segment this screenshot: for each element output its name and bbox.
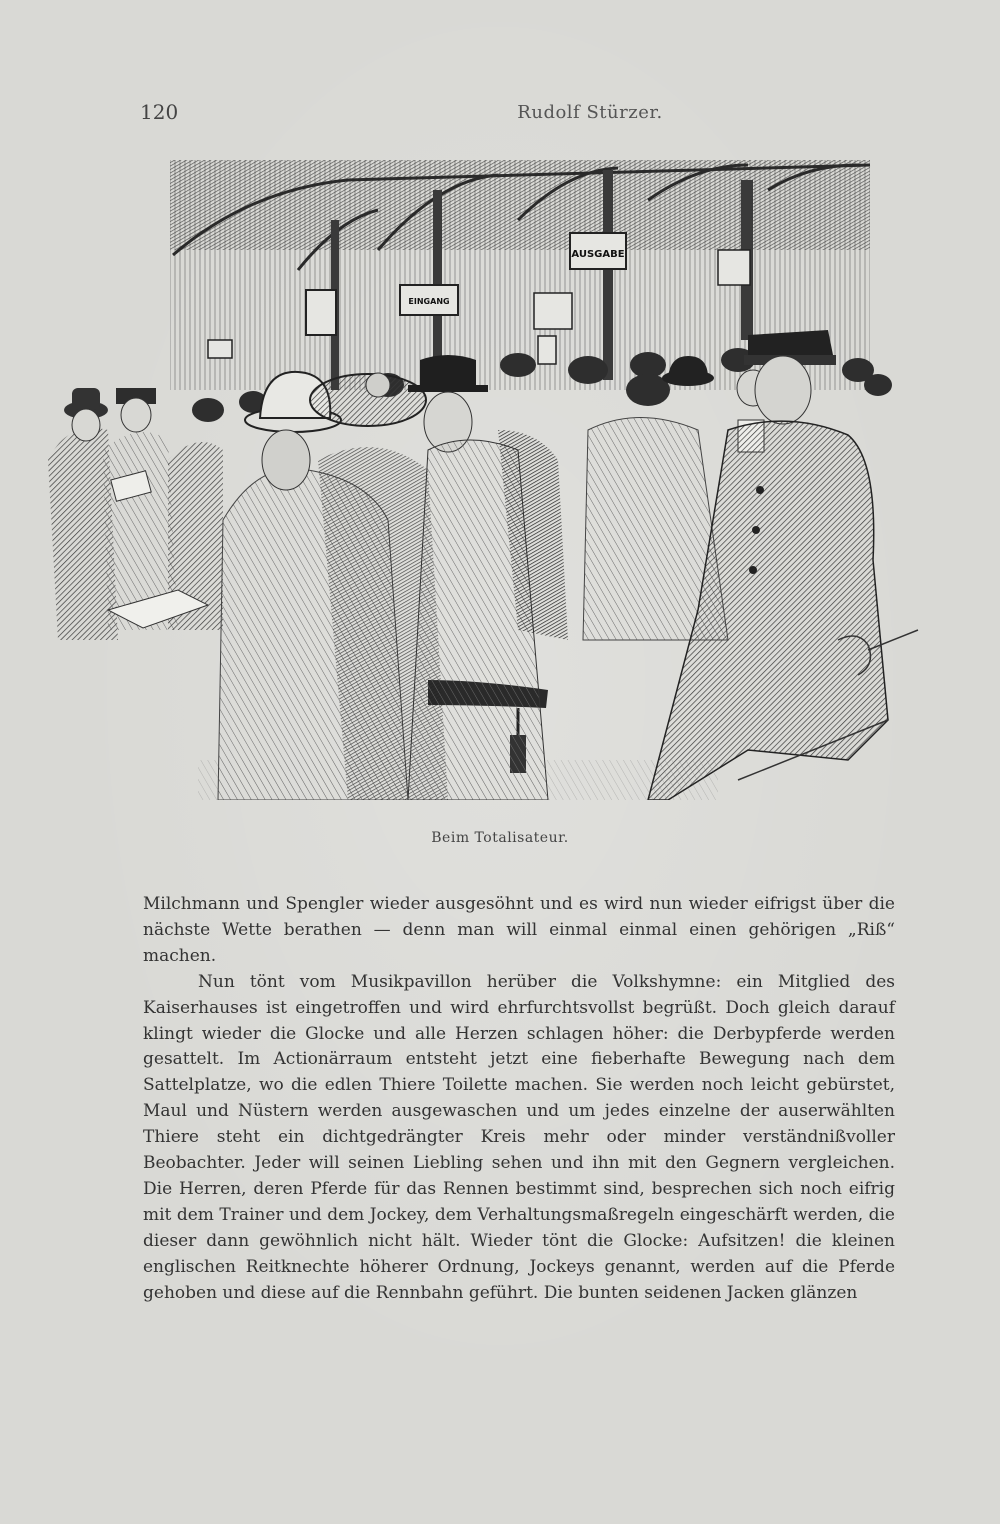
page-header xyxy=(140,100,860,130)
paragraph: Milchmann und Spengler wieder ausgesöhnt und es wird nun wieder eifrigst über die nächste Wette berathen — denn man will einmal einmal einen gehörigen „Riß“ machen. xyxy=(143,894,895,966)
paragraph: Nun tönt vom Musikpavillon herüber die Volkshymne: ein Mitglied des Kaiserhauses ist eingetroffen und wird ehrfurchtsvollst begrüßt. Doch gleich darauf klingt wieder die Glocke und alle Herzen schlagen höher: die Derbypferde werden gesattelt. Im Actionärraum entsteht jetzt eine fieberhafte Bewegung nach dem Sattelplatze, wo die edlen Thiere Toilette machen. Sie werden noch leicht gebürstet, Maul und Nüstern werden ausgewaschen und um jedes einzelne der auserwählten Thiere steht ein dichtgedrängter Kreis mehr oder minder verständnißvoller Beobachter. Jeder will seinen Liebling sehen und ihn mit den Gegnern vergleichen. Die Herren, deren Pferde für das Rennen bestimmt sind, besprechen sich noch eifrig mit dem Trainer und dem Jockey, dem Verhaltungsmaßregeln eingeschärft werden, die dieser dann gewöhnlich nicht hält. Wieder tönt die Glocke: Aufsitzen! die kleinen englischen Reitknechte höherer Ordnung, Jockeys genannt, werden auf die Pferde gehoben und diese auf die Rennbahn geführt. Die bunten seidenen Jacken glänzen xyxy=(143,971,895,1303)
page-number: 120 xyxy=(140,100,179,124)
running-title: Rudolf Stürzer. xyxy=(517,102,663,123)
figure-caption: Beim Totalisateur. xyxy=(431,830,569,846)
sign-eingang: EINGANG xyxy=(408,297,450,306)
engraving-illustration xyxy=(48,160,923,800)
body-text xyxy=(143,892,895,1307)
sign-ausgabe: AUSGABE xyxy=(571,249,625,260)
